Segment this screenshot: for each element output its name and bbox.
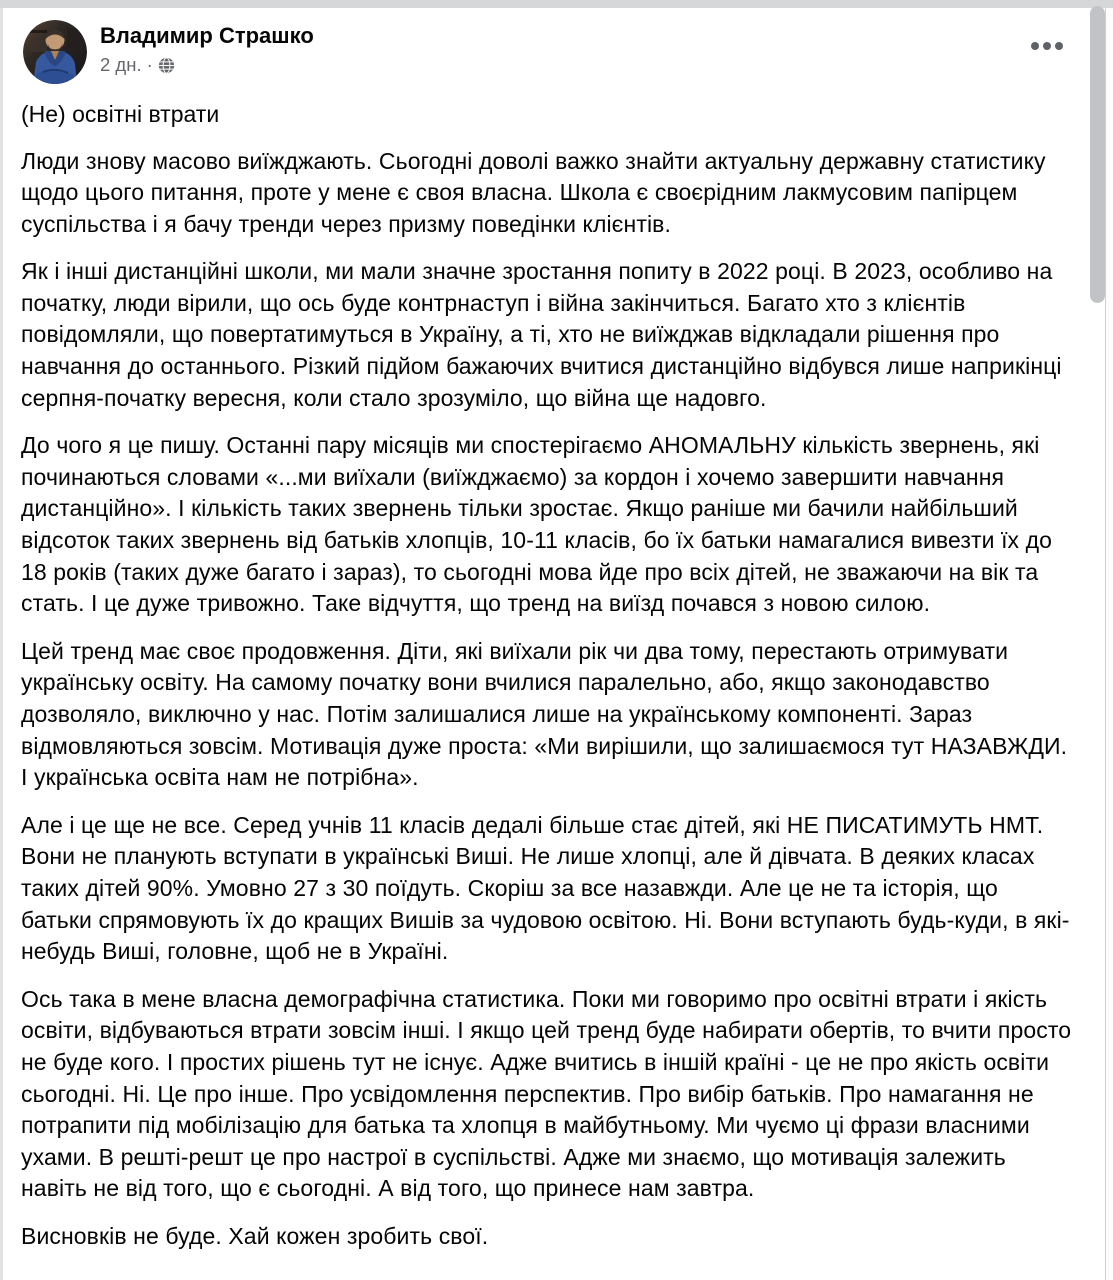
window-top-edge	[0, 0, 1113, 8]
post-paragraph: Але і це ще не все. Серед учнів 11 класів дедалі більше стає дітей, які НЕ ПИСАТИМУТЬ НМТ. Вони не планують вступати в українські Виші. Не лише хлопці, але й дівчата. В деяких класах таких дітей 90%. Умовно 27 з 30 поїдуть. Скоріш за все назавжди. Але це не та історія, що батьки спрямовують їх до кращих Вишів за чудовою освітою. Ні. Вони вступають будь-куди, в які-небудь Виші, головне, щоб не в Україні.	[21, 811, 1070, 965]
ellipsis-icon	[1055, 42, 1063, 50]
avatar[interactable]	[23, 20, 87, 84]
post-timestamp[interactable]: 2 дн.	[100, 54, 142, 76]
window-right-gutter	[1106, 0, 1113, 1280]
meta-separator: ·	[146, 54, 153, 76]
window-right-border	[1105, 0, 1106, 1280]
post-body	[0, 99, 1113, 1253]
header-info	[100, 20, 314, 76]
post-paragraph: Висновків не буде. Хай кожен зробить свої.	[21, 1222, 489, 1249]
ellipsis-icon	[1031, 42, 1039, 50]
post-paragraph: До чого я це пишу. Останні пару місяців ми спостерігаємо АНОМАЛЬНУ кількість звернень, які починаються словами «...ми виїхали (виїжджаємо) за кордон і хочемо завершити навчання дистанційно». І кількість таких звернень тільки зростає. Якщо раніше ми бачили найбільший відсоток таких звернень від батьків хлопців, 10-11 класів, бо їх батьки намагалися вивезти їх до 18 років (таких дуже багато і зараз), то сьогодні мова йде про всіх дітей, не зважаючи на вік та стать. І це дуже тривожно. Таке відчуття, що тренд на виїзд почався з новою силою.	[21, 432, 1053, 617]
post-paragraph: Цей тренд має своє продовження. Діти, які виїхали рік чи два тому, перестають отримувати українську освіту. На самому початку вони вчилися паралельно, або, якщо законодавство дозволяло, виключно у нас. Потім залишалися лише на українському компоненті. Зараз відмовляються зовсім. Мотивація дуже проста: «Ми вирішили, що залишаємося тут НАЗАВЖДИ. І українська освіта нам не потрібна».	[21, 637, 1068, 791]
scrollbar-thumb[interactable]	[1090, 6, 1105, 303]
globe-icon	[158, 57, 175, 74]
window-left-edge	[0, 0, 3, 1280]
post-paragraph: Ось така в мене власна демографічна статистика. Поки ми говоримо про освітні втрати і якість освіти, відбуваються втрати зовсім інші. І якщо цей тренд буде набирати обертів, то вчити просто не буде кого. І простих рішень тут не існує. Адже вчитись в іншій країні - це не про якість освіти сьогодні. Ні. Це про інше. Про усвідомлення перспектив. Про вибір батьків. Про намагання не потрапити під мобілізацію для батька та хлопця в майбутньому. Ми чуємо ці фрази власними ухами. В решті-решт це про настрої в суспільстві. Адже ми знаємо, що мотивація залежить навіть не від того, що є сьогодні. А від того, що принесе нам завтра.	[21, 985, 1072, 1202]
post-header	[0, 0, 1113, 84]
post-menu-button[interactable]	[1027, 36, 1067, 56]
post-paragraph: Люди знову масово виїжджають. Сьогодні доволі важко знайти актуальну державну статистику щодо цього питання, проте у мене є своя власна. Школа є своєрідним лакмусовим папірцем суспільства і я бачу тренди через призму поведінки клієнтів.	[21, 147, 1046, 237]
ellipsis-icon	[1043, 42, 1051, 50]
post-paragraph: Як і інші дистанційні школи, ми мали значне зростання попиту в 2022 році. В 2023, особливо на початку, люди вірили, що ось буде контрнаступ і війна закінчиться. Багато хто з клієнтів повідомляли, що повертатимуться в Україну, а ті, хто не виїжджав відкладали рішення про навчання до останнього. Різкий підйом бажаючих вчитися дистанційно відбувся лише наприкінці серпня-початку вересня, коли стало зрозуміло, що війна ще надовго.	[21, 258, 1062, 411]
post-title: (Не) освітні втрати	[21, 101, 220, 127]
post-meta	[100, 54, 314, 76]
avatar-image	[23, 20, 87, 84]
author-name[interactable]: Владимир Страшко	[100, 23, 314, 48]
